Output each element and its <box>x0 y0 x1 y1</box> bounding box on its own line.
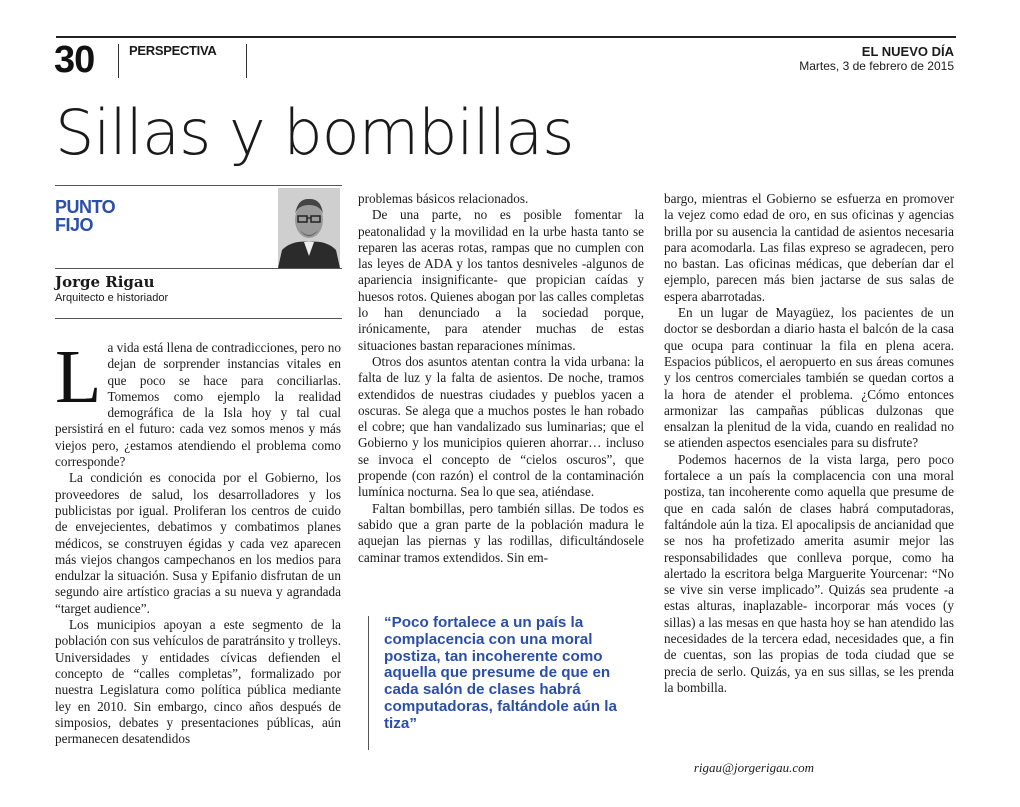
article-paragraph: Otros dos asuntos atentan contra la vida urbana: la falta de luz y la falta de asientos. De noche, tramos extendidos de nuestras ciudades y pueblos yacen a oscuras. Se alega que a muchos postes le han robado el cobre; que han vandalizado sus luminarias; que el Gobierno y los municipios quieren ahorrar… incluso se invoca el concepto de “cielos oscuros”, que propende (con razón) el control de la contaminación lumínica nocturna. Sea lo que sea, atiéndase. <box>358 353 644 500</box>
author-photo <box>278 188 340 268</box>
article-paragraph: bargo, mientras el Gobierno se esfuerza en promover la vejez como edad de oro, en sus oficinas y agencias brilla por su ausencia la cantidad de asientos necesaria para acomodarla. Las filas expreso se agradecen, pero no bastan. Las oficinas médicas, que deberían dar el ejemplo, parecen más bien jactarse de sus salas de espera abarrotadas. <box>664 191 954 304</box>
author-name: Jorge Rigau <box>55 273 155 291</box>
article-paragraph: problemas básicos relacionados. <box>358 191 529 206</box>
author-email: rigau@jorgerigau.com <box>693 760 814 775</box>
article-paragraph: Los municipios apoyan a este segmento de la población con sus vehículos de paratránsito y trolleys. Universidades y entidades cívicas defienden el concepto de “calles completas”, formalizado por nuestra Legislatura como política pública mediante ley en 2010. Sin embargo, cinco años después de simposios, debates y presentaciones públicas, aún permanecen desatendidos <box>55 617 341 747</box>
issue-date: Martes, 3 de febrero de 2015 <box>799 59 954 73</box>
page-number: 30 <box>54 39 95 81</box>
column-badge <box>55 198 115 234</box>
article-paragraph: Faltan bombillas, pero también sillas. De todos es sabido que a gran parte de la población madura le aquejan las piernas y las rodillas, dificultándosele caminar tramos extendidos. Sin em- <box>358 500 644 565</box>
article-paragraph: La condición es conocida por el Gobierno, los proveedores de salud, los desarrolladores y los publicistas por igual. Proliferan los centros de cuido de envejecientes, debatimos y combatimos planes médicos, se construyen égidas y cada vez aparecen más viejos changos campechanos en los medios para endulzar la situación. Susa y Epifanio disfrutan de un segundo aire artístico gracias a su nueva y agrandada “target audience”. <box>55 470 341 616</box>
section-label: PERSPECTIVA <box>129 43 217 58</box>
article-column-2 <box>358 191 644 566</box>
newspaper-name: EL NUEVO DÍA <box>861 44 954 59</box>
byline-mid-rule <box>55 268 342 269</box>
article-column-1 <box>55 335 341 747</box>
masthead-divider <box>246 44 247 78</box>
column-badge-line: FIJO <box>55 215 94 235</box>
drop-cap: L <box>55 335 102 419</box>
article-column-3 <box>664 191 954 696</box>
masthead-divider <box>118 44 119 78</box>
pull-quote: “Poco fortalece a un país la complacencia con una moral postiza, tan incoherente como aquella que presume de que en cada salón de clases habrá computadoras, faltándole aún la tiza” <box>384 614 617 732</box>
author-title: Arquitecto e historiador <box>55 292 169 304</box>
headline: Sillas y bombillas <box>55 96 574 169</box>
byline-bottom-rule <box>55 318 342 319</box>
article-paragraph: De una parte, no es posible fomentar la peatonalidad y la movilidad en la urbe hasta tanto se reparen las aceras rotas, rampas que no cumplen con las leyes de ADA y los tantos desniveles -algunos de apariencia insignificante- que propician caídas y huesos rotos. Quienes abogan por las calles completas lo han denunciado a la sociedad porque, irónicamente, para atender muchas de estas situaciones bastan reparaciones mínimas. <box>358 207 644 353</box>
byline-top-rule <box>55 185 342 186</box>
column-badge-line: PUNTO <box>55 197 116 217</box>
article-paragraph: La vida está llena de contradicciones, pero no dejan de sorprender instancias vitales en que poco se hace para conciliarlas. Tomemos como ejemplo la realidad demográfica de la Isla hoy y tal cual persistirá en el futuro: cada vez somos menos y más viejos pero, ¿estamos atendiendo el problema como corresponde? <box>55 335 341 470</box>
article-paragraph: Podemos hacernos de la vista larga, pero poco fortalece a un país la complacencia con una moral postiza, tan incoherente como aquella que presume de que en cada salón de clases habrá computadoras, faltándole aún la tiza. El apocalipsis de ancianidad que se nos ha profetizado amerita asumir mejor las responsabilidades que conlleva porque, como ha alertado la escritora belga Marguerite Yourcenar: “No se vive sin verse implicado”. Quizás sea prudente -a estas alturas, inaplazable- incorporar más voces (y sillas) a las mesas en que hasta hoy se han atendido las necesidades de la tercera edad, necesidades que, a fin de cuentas, son las propias de toda ciudad que se precia de serlo. Quizás, ya en sus sillas, se les prenda la bombilla. <box>664 451 954 695</box>
top-rule <box>56 36 956 38</box>
pull-quote-rule <box>368 616 369 750</box>
article-paragraph: En un lugar de Mayagüez, los pacientes de un doctor se desbordan a diario hasta el balcón de la casa que ocupa para continuar la fila en plena acera. Espacios públicos, el aeropuerto en sus áreas comunes y los centros comerciales también se quedan cortos a la hora de atender el problema. ¿Cómo entonces armonizar las campañas públicas dulzonas que ensalzan la plenitud de la vida, cuando en realidad no se atienden aspectos esenciales para su disfrute? <box>664 305 954 451</box>
